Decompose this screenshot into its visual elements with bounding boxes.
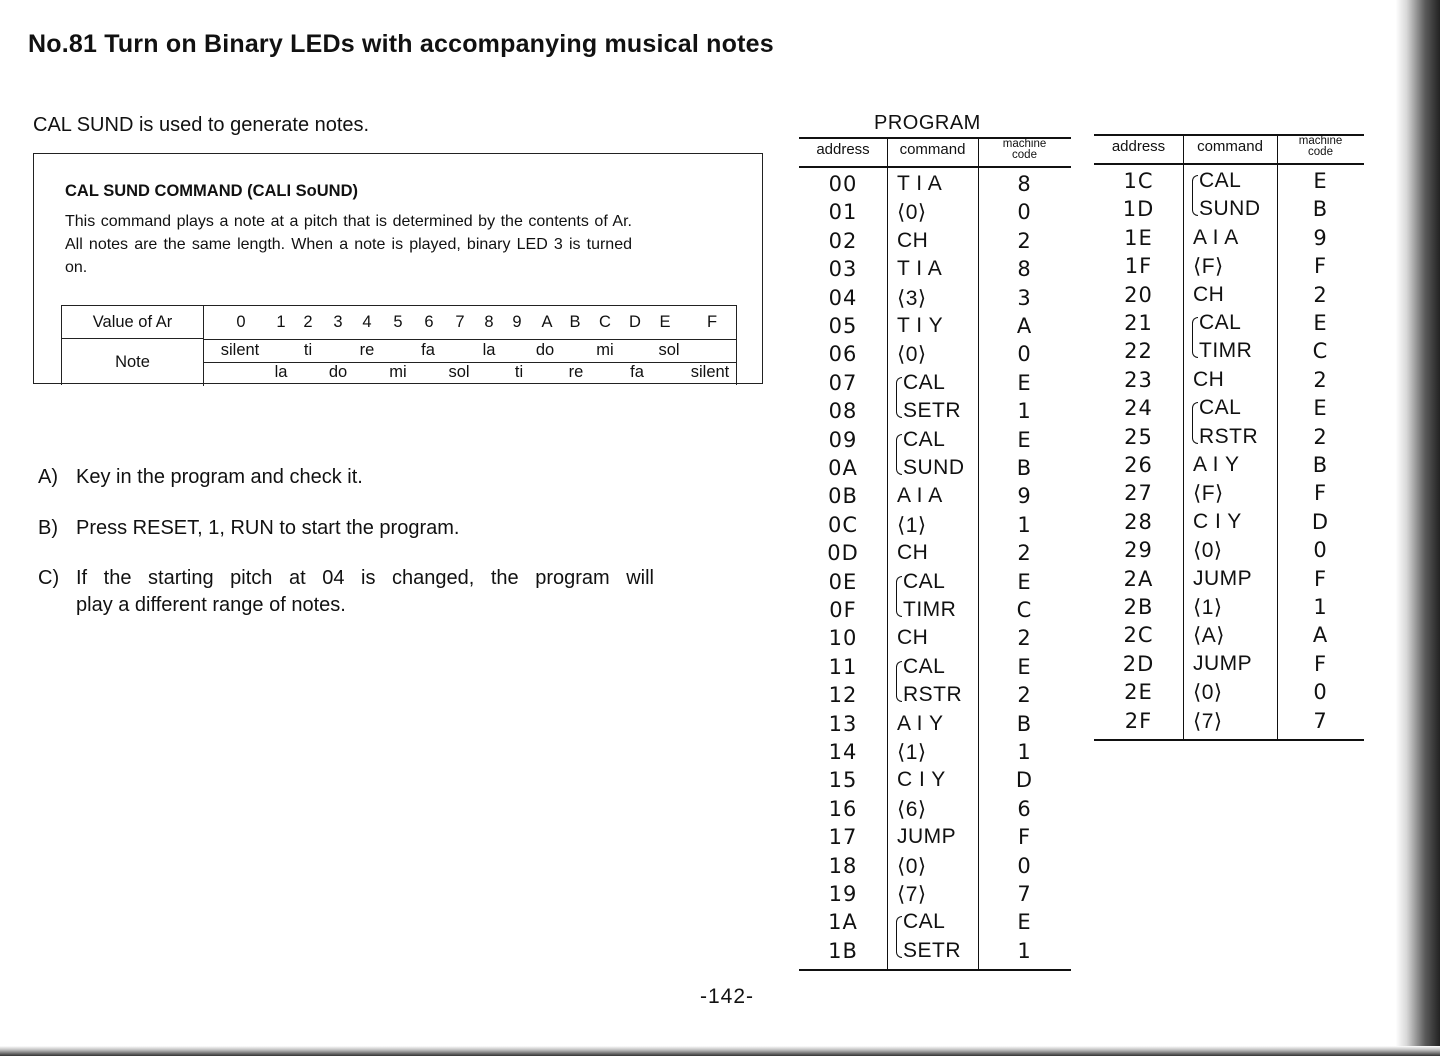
program-row [1094, 650, 1364, 678]
machine-code-cell: C [1312, 339, 1329, 364]
address-cell: 2B [1123, 595, 1154, 619]
machine-code-cell: 0 [1313, 538, 1328, 563]
note-name: silent [690, 363, 730, 381]
address-cell: 1F [1124, 254, 1153, 279]
command-cell: ⟨6⟩ [897, 797, 927, 821]
machine-code-cell: 0 [1313, 680, 1328, 705]
address-cell: 26 [1124, 453, 1153, 477]
bracket-mark [896, 377, 902, 398]
ar-value: 6 [424, 313, 434, 331]
program-row [799, 653, 1071, 681]
command-cell: CAL [1199, 169, 1242, 192]
step-c-continued [38, 594, 346, 617]
program-row [1094, 195, 1364, 223]
machine-code-cell: 2 [1017, 683, 1032, 708]
address-cell: 1D [1122, 197, 1155, 222]
command-cell: ⟨0⟩ [897, 201, 927, 225]
command-cell: ⟨0⟩ [1193, 539, 1223, 563]
command-box [33, 153, 763, 384]
machine-code-cell: D [1311, 509, 1330, 534]
machine-code-cell: E [1017, 370, 1032, 395]
machine-code-cell: E [1313, 169, 1328, 193]
address-cell: 0A [828, 456, 858, 480]
machine-code-cell: F [1313, 566, 1328, 591]
bracket-mark [896, 397, 902, 418]
header-machine-code-line2: code [1012, 149, 1037, 161]
step-label: A) [38, 466, 58, 488]
program-row [1094, 167, 1364, 195]
table-rule [1094, 163, 1364, 165]
note-name: do [328, 363, 348, 381]
program-table-left [799, 137, 1071, 969]
bracket-mark [896, 681, 902, 702]
program-row [1094, 394, 1364, 422]
program-row [1094, 337, 1364, 365]
command-cell: SUND [903, 456, 965, 479]
ar-value: C [599, 313, 611, 331]
step-text: Press RESET, 1, RUN to start the program. [76, 517, 460, 539]
program-row [1094, 224, 1364, 252]
command-cell: C I Y [1193, 509, 1242, 533]
address-cell: 1B [828, 938, 858, 963]
address-cell: 21 [1124, 311, 1153, 335]
command-cell: ⟨0⟩ [897, 854, 927, 878]
command-cell: CAL [1199, 311, 1242, 334]
bracket-mark [1192, 175, 1198, 196]
machine-code-cell: F [1017, 825, 1032, 850]
machine-code-cell: F [1313, 254, 1328, 279]
address-cell: 19 [828, 882, 858, 906]
program-row [799, 369, 1071, 397]
address-cell: 13 [828, 711, 858, 736]
note-name: fa [421, 341, 435, 359]
program-row [799, 766, 1071, 794]
machine-code-cell: 2 [1017, 541, 1032, 566]
intro-text: CAL SUND is used to generate notes. [33, 114, 370, 136]
program-row [799, 738, 1071, 766]
command-cell: A I Y [1193, 453, 1240, 476]
step-text-continued: play a different range of notes. [76, 594, 346, 616]
machine-code-cell: 1 [1017, 512, 1032, 537]
command-cell: ⟨7⟩ [897, 883, 927, 906]
command-cell: C I Y [897, 768, 946, 792]
address-cell: 06 [828, 342, 858, 367]
address-cell: 1A [828, 910, 858, 935]
step-label: C) [38, 567, 60, 589]
program-row [799, 681, 1071, 709]
program-row [1094, 565, 1364, 593]
machine-code-cell: 1 [1017, 938, 1032, 963]
header-machine-code-line1: machine [1002, 138, 1047, 150]
program-row [799, 937, 1071, 965]
ar-value: 7 [455, 313, 465, 331]
command-cell: CH [1193, 282, 1225, 306]
machine-code-cell: 2 [1313, 367, 1328, 392]
bracket-mark [1192, 337, 1198, 358]
address-cell: 2F [1124, 708, 1153, 733]
machine-code-cell: 7 [1017, 882, 1032, 906]
note-name: la [274, 363, 288, 381]
scan-edge-shadow [1366, 0, 1440, 1056]
command-cell: CH [1193, 367, 1225, 391]
machine-code-cell: E [1017, 654, 1032, 679]
program-row [799, 568, 1071, 596]
program-table-right [1094, 134, 1364, 739]
address-cell: 0B [828, 484, 858, 509]
machine-code-cell: 9 [1017, 484, 1032, 509]
note-name: fa [630, 363, 644, 381]
address-cell: 27 [1124, 481, 1153, 506]
step-label: B) [38, 517, 58, 539]
command-cell: ⟨1⟩ [897, 741, 927, 764]
program-row [799, 284, 1071, 312]
address-cell: 04 [828, 285, 858, 310]
address-cell: 01 [828, 200, 858, 225]
ar-value: B [569, 313, 581, 331]
program-row [799, 312, 1071, 340]
program-row [799, 255, 1071, 283]
command-cell: CH [897, 228, 929, 252]
command-box-description: This command plays a note at a pitch that is determined by the contents of Ar. All notes are the same length. When a note is played, binary LED 3 is turned on. [65, 213, 632, 276]
machine-code-cell: B [1312, 453, 1329, 477]
command-cell: A I A [1193, 225, 1239, 249]
ar-value: 3 [333, 313, 343, 331]
machine-code-cell: 2 [1017, 626, 1032, 651]
address-cell: 11 [828, 654, 858, 679]
program-row [799, 454, 1071, 482]
program-row [799, 511, 1071, 539]
command-cell: CAL [903, 910, 946, 934]
program-row [799, 908, 1071, 936]
header-command: command [899, 141, 966, 158]
ar-value: 9 [512, 313, 522, 331]
command-cell: ⟨1⟩ [897, 513, 927, 537]
header-machine-code-line1: machine [1298, 135, 1343, 147]
command-cell: T I A [897, 257, 943, 281]
command-cell: ⟨1⟩ [1193, 596, 1223, 619]
machine-code-cell: 9 [1313, 225, 1328, 250]
note-table-value-header: Value of Ar [62, 306, 204, 339]
address-cell: 0E [828, 569, 858, 594]
command-cell: TIMR [1199, 339, 1253, 363]
header-command: command [1197, 138, 1263, 155]
bracket-mark [1192, 402, 1198, 423]
address-cell: 1E [1124, 225, 1153, 250]
program-row [799, 198, 1071, 226]
command-cell: SUND [1199, 197, 1261, 221]
machine-code-cell: B [1016, 711, 1033, 736]
machine-code-cell: 0 [1017, 853, 1032, 878]
bracket-mark [896, 434, 902, 455]
command-cell: CH [897, 626, 929, 650]
note-name: re [359, 341, 375, 359]
machine-code-cell: 3 [1017, 285, 1032, 310]
address-cell: 09 [828, 427, 858, 452]
bracket-mark [896, 937, 902, 958]
program-row [1094, 252, 1364, 280]
command-cell: ⟨7⟩ [1193, 709, 1223, 733]
address-cell: 29 [1124, 538, 1153, 563]
bracket-mark [896, 596, 902, 617]
command-cell: ⟨0⟩ [1193, 681, 1223, 705]
ar-value: A [541, 313, 553, 331]
bracket-mark [896, 454, 902, 475]
bracket-mark [1192, 423, 1198, 444]
address-cell: 10 [828, 626, 858, 651]
address-cell: 02 [828, 228, 858, 253]
program-row [799, 170, 1071, 198]
address-cell: 2A [1123, 566, 1154, 591]
page-number: -142- [700, 985, 755, 1008]
machine-code-cell: D [1015, 768, 1034, 793]
machine-code-cell: 1 [1017, 740, 1032, 764]
table-rule [799, 166, 1071, 168]
address-cell: 16 [828, 796, 858, 821]
header-machine-code [978, 139, 1071, 161]
machine-code-cell: 2 [1017, 228, 1032, 253]
program-row [1094, 593, 1364, 621]
address-cell: 1C [1123, 169, 1154, 193]
address-cell: 17 [828, 825, 858, 850]
machine-code-cell: 0 [1017, 200, 1032, 225]
program-row [799, 710, 1071, 738]
note-table-note-header: Note [62, 339, 204, 386]
machine-code-cell: 8 [1017, 257, 1032, 282]
ar-value: D [629, 313, 641, 331]
program-row [1094, 508, 1364, 536]
program-row [799, 624, 1071, 652]
program-row [799, 880, 1071, 908]
program-row [1094, 621, 1364, 649]
machine-code-cell: 8 [1017, 172, 1032, 196]
command-cell: ⟨F⟩ [1193, 255, 1224, 279]
machine-code-cell: 1 [1017, 399, 1032, 424]
machine-code-cell: E [1017, 427, 1032, 452]
machine-code-cell: E [1313, 311, 1328, 335]
address-cell: 25 [1124, 424, 1153, 449]
program-row [799, 340, 1071, 368]
command-cell: ⟨A⟩ [1193, 624, 1225, 648]
command-cell: ⟨0⟩ [897, 343, 927, 367]
page-title: No.81 Turn on Binary LEDs with accompanying musical notes [28, 30, 774, 58]
note-name: re [568, 363, 584, 381]
bracket-mark [1192, 317, 1198, 338]
program-title: PROGRAM [874, 112, 981, 134]
command-cell: ⟨F⟩ [1193, 482, 1224, 506]
command-cell: RSTR [903, 683, 963, 707]
address-cell: 07 [828, 370, 858, 395]
program-row [1094, 309, 1364, 337]
program-row [1094, 451, 1364, 479]
machine-code-cell: 7 [1313, 708, 1328, 733]
command-cell: CAL [1199, 396, 1242, 420]
header-address: address [816, 141, 870, 158]
program-row [799, 227, 1071, 255]
command-cell: SETR [903, 399, 962, 423]
address-cell: 12 [828, 683, 858, 708]
address-cell: 0F [829, 598, 857, 622]
bracket-mark [1192, 195, 1198, 216]
address-cell: 2C [1123, 623, 1154, 648]
note-name: ti [514, 363, 524, 381]
machine-code-cell: F [1313, 481, 1328, 506]
ar-value: E [659, 313, 671, 331]
command-cell: JUMP [1193, 651, 1253, 675]
machine-code-cell: C [1016, 598, 1033, 622]
program-row [1094, 536, 1364, 564]
program-row [1094, 423, 1364, 451]
address-cell: 28 [1124, 509, 1153, 534]
machine-code-cell: 2 [1313, 424, 1328, 449]
ar-value: 0 [236, 313, 246, 331]
note-name: sol [658, 341, 680, 359]
machine-code-cell: 2 [1313, 282, 1328, 307]
program-row [799, 596, 1071, 624]
program-row [799, 539, 1071, 567]
ar-value: 1 [276, 313, 286, 331]
machine-code-cell: B [1016, 456, 1033, 480]
ar-value: 5 [393, 313, 403, 331]
command-cell: CAL [903, 654, 946, 678]
note-name: mi [389, 363, 407, 381]
machine-code-cell: E [1017, 569, 1032, 594]
address-cell: 18 [828, 853, 858, 878]
program-row [1094, 707, 1364, 735]
command-cell: JUMP [897, 825, 957, 849]
machine-code-cell: E [1313, 396, 1328, 421]
ar-value: 8 [484, 313, 494, 331]
scan-edge-shadow [0, 1046, 1440, 1056]
machine-code-cell: B [1312, 197, 1329, 222]
header-address: address [1111, 138, 1166, 155]
command-cell: CAL [903, 569, 946, 593]
machine-code-cell: 0 [1017, 342, 1032, 367]
address-cell: 08 [828, 399, 858, 424]
command-cell: T I A [897, 172, 943, 195]
address-cell: 00 [828, 172, 858, 196]
note-name: mi [596, 341, 614, 359]
machine-code-cell: 1 [1313, 595, 1328, 619]
bracket-mark [896, 916, 902, 937]
command-cell: SETR [903, 938, 962, 962]
table-rule [799, 969, 1071, 971]
command-cell: JUMP [1193, 566, 1253, 590]
step-a [38, 466, 363, 489]
header-machine-code-line2: code [1308, 146, 1333, 158]
program-row [1094, 281, 1364, 309]
command-cell: T I Y [897, 314, 944, 337]
step-b [38, 517, 459, 540]
ar-value: 2 [303, 313, 313, 331]
machine-code-cell: F [1313, 651, 1328, 676]
program-row [799, 852, 1071, 880]
address-cell: 23 [1124, 367, 1153, 392]
address-cell: 0D [827, 541, 859, 566]
address-cell: 0C [827, 512, 859, 537]
address-cell: 15 [828, 768, 858, 793]
command-cell: A I A [897, 484, 943, 508]
divider [204, 339, 736, 340]
step-text: Key in the program and check it. [76, 466, 363, 488]
program-row [799, 823, 1071, 851]
note-name: la [482, 341, 496, 359]
step-text: If the starting pitch at 04 is changed, the program will [76, 567, 654, 589]
machine-code-cell: A [1016, 314, 1033, 338]
note-name: ti [303, 341, 313, 359]
program-row [1094, 366, 1364, 394]
program-row [799, 426, 1071, 454]
note-name: silent [220, 341, 260, 359]
command-cell: CAL [903, 427, 946, 451]
address-cell: 14 [828, 740, 858, 764]
command-cell: RSTR [1199, 424, 1259, 448]
program-row [1094, 479, 1364, 507]
address-cell: 03 [828, 257, 858, 282]
machine-code-cell: E [1017, 910, 1032, 935]
ar-value: F [706, 313, 718, 331]
machine-code-cell: 6 [1017, 796, 1032, 821]
program-row [799, 482, 1071, 510]
command-cell: ⟨3⟩ [897, 286, 927, 310]
header-machine-code [1277, 136, 1364, 158]
step-c [38, 567, 654, 590]
command-cell: CH [897, 541, 929, 565]
note-name: do [535, 341, 555, 359]
command-box-title: CAL SUND COMMAND (CALI SoUND) [65, 182, 359, 200]
command-cell: TIMR [903, 598, 957, 621]
command-cell: A I Y [897, 711, 944, 735]
machine-code-cell: A [1312, 623, 1329, 648]
program-row [799, 795, 1071, 823]
address-cell: 05 [828, 314, 858, 338]
note-name: sol [448, 363, 470, 381]
bracket-mark [896, 661, 902, 682]
address-cell: 24 [1124, 396, 1153, 421]
command-cell: CAL [903, 370, 946, 394]
address-cell: 2D [1122, 651, 1155, 676]
note-table [61, 305, 737, 385]
program-row [799, 397, 1071, 425]
bracket-mark [896, 576, 902, 597]
program-row [1094, 678, 1364, 706]
address-cell: 20 [1124, 282, 1153, 307]
ar-value: 4 [362, 313, 372, 331]
address-cell: 22 [1124, 339, 1153, 364]
table-rule [1094, 739, 1364, 741]
address-cell: 2E [1124, 680, 1153, 705]
